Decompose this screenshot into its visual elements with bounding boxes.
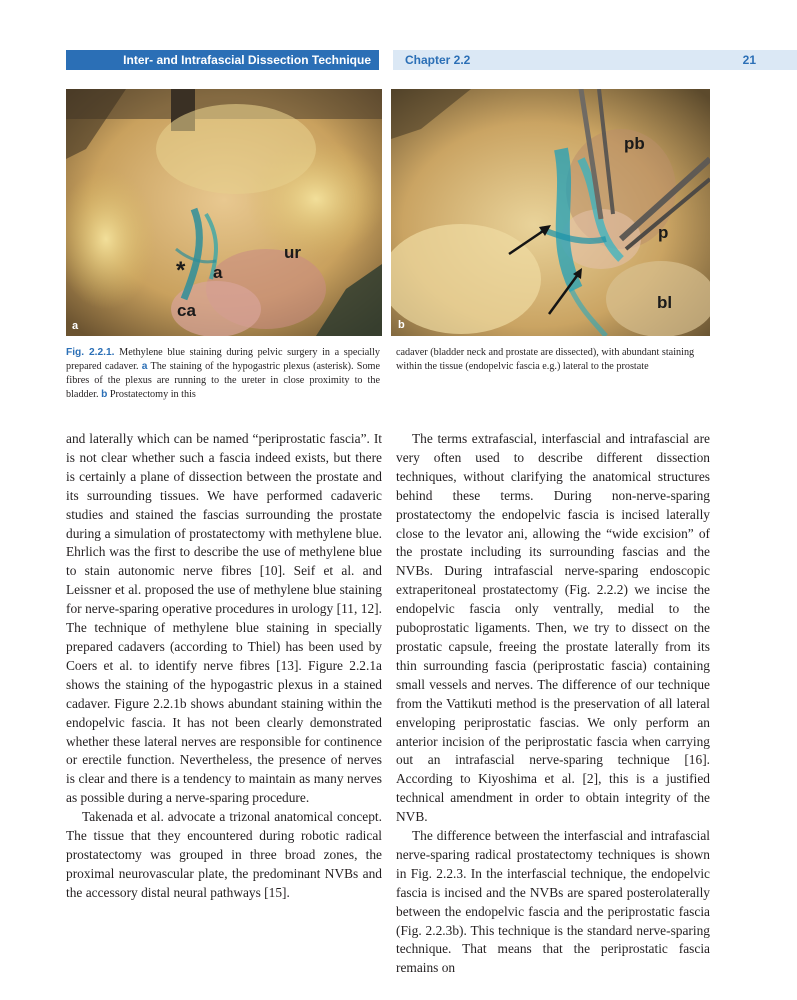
label-pb: pb [624,134,645,153]
figure-panel-a-photo [66,89,382,336]
paragraph: and laterally which can be named “periprostatic fascia”. It is not clear whether such a fascia indeed exists, but there is certainly a plane of dissection between the prostate and its surrounding tissues. We have performed cadaveric studies and stained the fascias surrounding the prostate during a simulation of prostatectomy with methylene blue. Ehrlich was the first to describe the use of methylene blue to stain autonomic nerve fibres [10]. Seif et al. and Leissner et al. proposed the use of methylene blue staining for nerve-sparing operative procedures in urology [11, 12]. The technique of methylene blue staining in specially prepared cadavers (according to Thiel) has been used by Coers et al. to identify nerve fibres [13]. Figure 2.2.1a shows the staining of the hypogastric plexus in a stained cadaver. Figure 2.2.1b shows abundant staining within the endopelvic fascia. It has not been clearly demonstrated whether these lateral nerves are responsible for continence or erectile function. Nevertheless, the presence of nerves is clear and there is a tendency to maintain as many nerves as possible during a nerve-sparing procedure. [66,431,382,806]
panel-letter-a: a [72,320,79,332]
body-column-left [66,430,382,903]
label-p: p [658,223,669,242]
cadaver-pelvis-photo-a [66,89,382,336]
body-column-right [396,430,710,978]
caption-letter-b: b [101,389,108,400]
paragraph: The terms extrafascial, interfascial and intrafascial are very often used to describe different dissection techniques, without clarifying the anatomical structures behind these terms. During non-nerve-sparing prostatectomy the endopelvic fascia is incised laterally close to the levator ani, allowing the “wide excision” of the prostate including its surrounding fascias and the NVBs. During intrafascial nerve-sparing endoscopic extraperitoneal prostatectomy (Fig. 2.2.2) we incise the endopelvic fascia only ventrally, medial to the puboprostatic ligaments. Then, we try to dissect on the prostatic capsule, freeing the prostate laterally from its thin surrounding fascia (periprostatic fascia) containing small vessels and nerves. The difference of our technique from the Vattikuti method is the preservation of all lateral enveloping periprostatic fascias. We only perform an anterior incision of the periprostatic fascia when carrying out an intrafascial nerve-sparing technique [16]. According to Kiyoshima et al. [2], this is a justified technical amendment in order to obtain integrity of the NVB. [396,431,710,825]
chapter-label: Chapter 2.2 [405,53,471,67]
page-number: 21 [742,53,756,67]
figure-caption-continued [396,346,710,374]
caption-text-3: Prostatectomy in this [107,389,196,400]
section-title: Inter- and Intrafascial Dissection Technique [123,53,371,67]
paragraph: Takenada et al. advocate a trizonal anatomical concept. The tissue that they encountered during robotic radical prostatectomy was grouped in three broad zones, the proximal neurovascular plate, the predominant NVBs and the accessory distal neural pathways [15]. [66,809,382,900]
panel-letter-b: b [398,319,405,331]
caption-text-1: Methylene blue staining during pelvic surgery in a specially prepared cadaver. [66,347,380,372]
label-asterisk: * [176,257,186,284]
label-a: a [213,263,223,282]
label-bl: bl [657,293,673,312]
running-header-title [66,50,379,70]
figure-panel-b-photo [391,89,710,336]
caption-letter-a: a [141,361,148,372]
label-ca: ca [177,301,196,320]
paragraph: The difference between the interfascial and intrafascial nerve-sparing radical prostatectomy techniques is shown in Fig. 2.2.3. In the interfascial technique, the endopelvic fascia is incised and the NVBs are spared posterolaterally between the endopelvic fascia and the periprostatic fascia (Fig. 2.2.3b). This technique is the standard nerve-sparing technique. That means that the periprostatic fascia remains on [396,828,710,976]
running-header-chapter-bar [393,50,797,70]
caption-continued-text: cadaver (bladder neck and prostate are dissected), with abundant staining within the tissue (endopelvic fascia e.g.) lateral to the prostate [396,347,695,372]
label-ur: ur [284,243,301,262]
caption-text-2: The staining of the hypogastric plexus (asterisk). Some fibres of the plexus are running to the ureter in close proximity to the bladder. [66,361,380,400]
figure-label: Fig. 2.2.1. [66,347,115,358]
figure-caption [66,346,380,402]
